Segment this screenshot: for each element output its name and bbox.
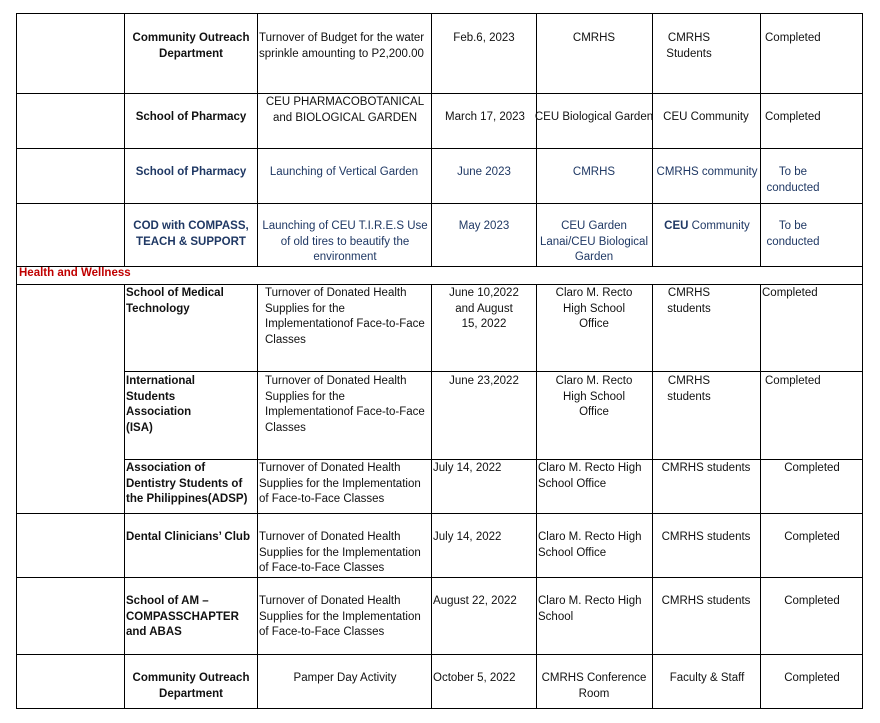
cell-date: October 5, 2022 [433, 672, 516, 684]
cell-beneficiary: CMRHS students [661, 595, 751, 607]
cell-venue: CMRHS [572, 32, 616, 44]
row-divider [16, 93, 863, 94]
cell-beneficiary: CMRHS community [656, 166, 758, 178]
cell-activity: Pamper Day Activity [293, 672, 397, 684]
cell-beneficiary: CMRHS Students [666, 32, 712, 60]
cell-venue: CMRHS [572, 166, 616, 178]
cell-venue: CEU Garden Lanai/CEU Biological Garden [539, 220, 649, 263]
cell-status: To be conducted [766, 166, 820, 194]
cell-organization: COD with COMPASS, TEACH & SUPPORT [133, 220, 249, 248]
column-divider [760, 284, 761, 708]
row-divider [16, 284, 863, 285]
cell-venue: Claro M. Recto High School Office [538, 531, 642, 559]
cell-beneficiary: CMRHS students [667, 375, 711, 403]
cell-activity: Turnover of Budget for the water sprinkle amounting to P2,200.00 [259, 32, 425, 60]
column-divider [124, 13, 125, 266]
cell-status: Completed [765, 111, 821, 123]
cell-beneficiary: CEU Community [663, 111, 749, 123]
cell-organization: International Students Association (ISA) [126, 375, 196, 434]
cell-status: Completed [762, 287, 818, 299]
table-border-bottom [16, 708, 863, 709]
row-divider [16, 577, 863, 578]
cell-activity: Turnover of Donated Health Supplies for the Implementation of Face-to-Face Classes [259, 531, 421, 574]
column-divider [124, 284, 125, 708]
cell-date: June 10,2022 and August 15, 2022 [449, 287, 519, 330]
column-divider [536, 284, 537, 708]
cell-status: Completed [784, 672, 840, 684]
cell-activity: Launching of Vertical Garden [269, 166, 419, 178]
cell-date: July 14, 2022 [433, 531, 502, 543]
cell-beneficiary: CMRHS students [661, 462, 751, 474]
cell-activity: Launching of CEU T.I.R.E.S Use of old tires to beautify the environment [262, 220, 428, 263]
row-divider [16, 148, 863, 149]
row-divider [16, 203, 863, 204]
column-divider [431, 284, 432, 708]
cell-organization: School of Medical Technology [126, 287, 224, 315]
column-divider [536, 13, 537, 266]
cell-activity: CEU PHARMACOBOTANICAL and BIOLOGICAL GARDEN [265, 96, 425, 124]
cell-venue: CEU Biological Garden [534, 111, 654, 123]
table-border-left [16, 13, 17, 708]
row-divider [16, 513, 863, 514]
cell-status: Completed [784, 531, 840, 543]
cell-activity: Turnover of Donated Health Supplies for the Implementationof Face-to-Face Classes [265, 375, 425, 434]
cell-status: Completed [784, 462, 840, 474]
cell-venue: Claro M. Recto High School Office [555, 287, 633, 330]
column-divider [652, 284, 653, 708]
column-divider [257, 13, 258, 266]
cell-date: May 2023 [458, 220, 510, 232]
cell-organization: Community Outreach Department [132, 672, 250, 700]
cell-venue: Claro M. Recto High School Office [555, 375, 633, 418]
cell-venue: Claro M. Recto High School [538, 595, 642, 623]
cell-organization: Association of Dentistry Students of the Philippines(ADSP) [126, 462, 248, 505]
cell-organization: Community Outreach Department [132, 32, 250, 60]
section-header-health-wellness: Health and Wellness [19, 267, 131, 279]
beneficiary-rest: Community [688, 220, 750, 232]
row-divider [16, 654, 863, 655]
cell-venue: Claro M. Recto High School Office [538, 462, 642, 490]
cell-beneficiary: CMRHS students [661, 531, 751, 543]
column-divider [431, 13, 432, 266]
cell-organization: School of Pharmacy [135, 166, 247, 178]
cell-organization: School of AM – COMPASSCHAPTER and ABAS [126, 595, 239, 638]
table-border-top [16, 13, 863, 14]
cell-status: Completed [765, 32, 821, 44]
cell-date: June 2023 [457, 166, 511, 178]
activities-table [16, 13, 863, 709]
cell-activity: Turnover of Donated Health Supplies for the Implementation of Face-to-Face Classes [259, 462, 421, 505]
row-divider [124, 459, 863, 460]
cell-organization: Dental Clinicians’ Club [126, 531, 250, 543]
cell-activity: Turnover of Donated Health Supplies for the Implementation of Face-to-Face Classes [259, 595, 421, 638]
cell-activity: Turnover of Donated Health Supplies for the Implementationof Face-to-Face Classes [265, 287, 425, 346]
cell-date: June 23,2022 [449, 375, 519, 387]
cell-date: July 14, 2022 [433, 462, 502, 474]
beneficiary-emphasis: CEU [664, 220, 689, 232]
cell-venue: CMRHS Conference Room [541, 672, 647, 700]
cell-date: March 17, 2023 [445, 111, 525, 123]
cell-beneficiary: Faculty & Staff [669, 672, 745, 684]
cell-beneficiary [652, 219, 762, 235]
cell-date: August 22, 2022 [433, 595, 517, 607]
cell-organization: School of Pharmacy [135, 111, 247, 123]
cell-status: To be conducted [766, 220, 820, 248]
row-divider [16, 266, 863, 267]
cell-beneficiary: CMRHS students [667, 287, 711, 315]
table-border-right [862, 13, 863, 708]
row-divider [124, 371, 863, 372]
cell-status: Completed [784, 595, 840, 607]
cell-date: Feb.6, 2023 [453, 32, 515, 44]
cell-status: Completed [765, 375, 821, 387]
